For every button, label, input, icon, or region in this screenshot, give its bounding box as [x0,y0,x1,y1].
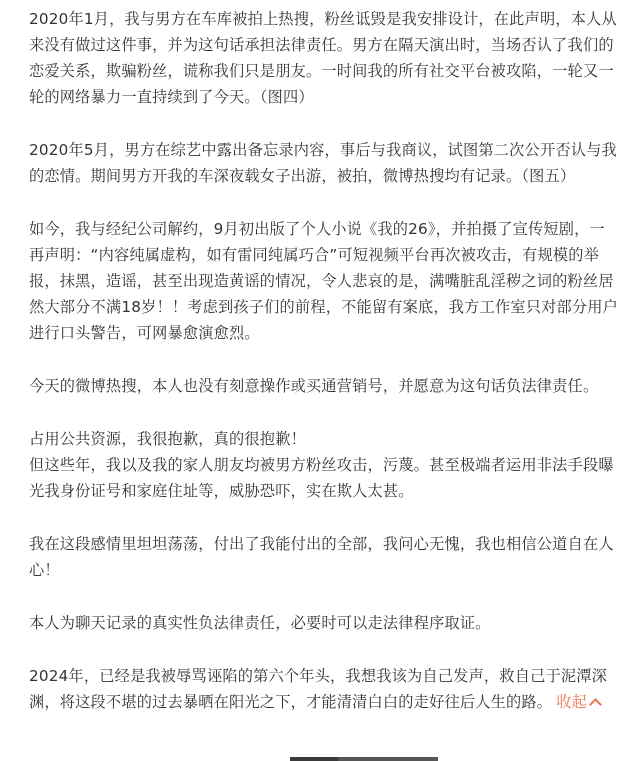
paragraph-3 [29,216,619,346]
collapse-label[interactable]: 收起 [556,693,587,711]
image-thumbnail-edge [338,757,438,761]
paragraph-gap [29,504,619,531]
text-line: 光我身份证号和家庭住址等，威胁恐吓，实在欺人太甚。 [29,482,414,500]
text-line: 然大部分不满18岁！！考虑到孩子们的前程，不能留有案底，我方工作室只对部分用户 [29,298,619,316]
text-line: 本人为聊天记录的真实性负法律责任，必要时可以走法律程序取证。 [29,614,491,632]
paragraph-4 [29,373,619,399]
text-line [29,689,619,715]
paragraph-8 [29,663,619,715]
text-line: 报，抹黑，造谣，甚至出现造黄谣的情况，令人悲哀的是，满嘴脏乱淫秽之词的粉丝居 [29,272,614,290]
paragraph-gap [29,346,619,373]
text-line: 2020年1月，我与男方在车库被拍上热搜，粉丝诋毁是我安排设计，在此声明，本人从 [29,10,617,28]
text-line: 占用公共资源，我很抱歉，真的很抱歉！ [29,430,306,448]
paragraph-gap [29,110,619,137]
text-line: 2020年5月，男方在综艺中露出备忘录内容，事后与我商议，试图第二次公开否认与我 [29,141,617,159]
text-line: 来没有做过这件事，并为这句话承担法律责任。男方在隔天演出时，当场否认了我们的 [29,36,614,54]
text-line: 再声明：“内容纯属虚构，如有雷同纯属巧合”可短视频平台再次被攻击，有规模的举 [29,246,600,264]
text-line: 2024年，已经是我被辱骂诬陷的第六个年头，我想我该为自己发声，救自己于泥潭深 [29,667,608,685]
paragraph-6 [29,531,619,583]
paragraph-gap [29,189,619,216]
text-line: 心！ [29,561,60,579]
text-line-content: 渊，将这段不堪的过去暴晒在阳光之下，才能清清白白的走好往后人生的路。 [29,693,553,711]
text-line: 轮的网络暴力一直持续到了今天。（图四） [29,88,314,106]
text-line: 恋爱关系，欺骗粉丝，谎称我们只是朋友。一时间我的所有社交平台被攻陷，一轮又一 [29,62,614,80]
text-line: 进行口头警告，可网暴愈演愈烈。 [29,324,260,342]
paragraph-7 [29,610,619,636]
collapse-link[interactable] [556,693,600,711]
paragraph-gap [29,399,619,426]
text-line: 的恋情。期间男方开我的车深夜载女子出游，被拍，微博热搜均有记录。（图五） [29,167,576,185]
paragraph-1 [29,6,619,110]
paragraph-gap [29,636,619,663]
chevron-up-icon[interactable] [589,698,602,711]
text-line: 如今，我与经纪公司解约，9月初出版了个人小说《我的26》，并拍摄了宣传短剧，一 [29,220,605,238]
text-line: 我在这段感情里坦坦荡荡，付出了我能付出的全部，我问心无愧，我也相信公道自在人 [29,535,614,553]
paragraph-2 [29,137,619,189]
paragraph-5 [29,426,619,504]
text-line: 今天的微博热搜，本人也没有刻意操作或买通营销号，并愿意为这句话负法律责任。 [29,377,599,395]
article-body [29,6,619,715]
text-line: 但这些年，我以及我的家人朋友均被男方粉丝攻击，污蔑。甚至极端者运用非法手段曝 [29,456,614,474]
paragraph-gap [29,583,619,610]
